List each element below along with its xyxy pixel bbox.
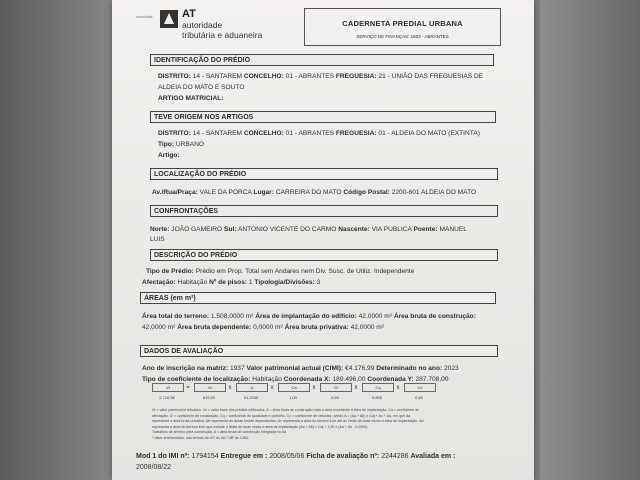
formula-label-text: A bbox=[250, 385, 254, 390]
formula-label-text: Ca bbox=[291, 385, 297, 390]
artigo-matricial: ARTIGO MATRICIAL: bbox=[158, 95, 224, 102]
localizacao-line: Av./Rua/Praça: VALE DA PORCA Lugar: CARREIRA DO MATO Código Postal: 2200-601 ALDEIA DO MATO bbox=[152, 189, 477, 196]
origem-tipo: Tipo: URBANO bbox=[158, 141, 205, 148]
formula-value-vt: 2.710,56 bbox=[159, 395, 175, 400]
formula-value-cq: 0,800 bbox=[371, 395, 382, 400]
formula-operator: x bbox=[396, 385, 400, 391]
fine-print-line: afectação, Cl = coeficiente de localização, Cq = coeficiente de qualidade e conforto, Cv = coeficiente de vetustez, sendo A = (Aa + Ab) x Caj + Ac + Ad, em que Aa bbox=[152, 413, 411, 418]
formula-label-text: Cq bbox=[375, 385, 381, 390]
section-localizacao: LOCALIZAÇÃO DO PRÉDIO bbox=[150, 168, 498, 180]
background-right bbox=[540, 0, 640, 480]
section-descricao: DESCRIÇÃO DO PRÉDIO bbox=[150, 249, 498, 261]
section-confrontacoes: CONFRONTAÇÕES bbox=[150, 205, 498, 217]
formula-operator: x bbox=[312, 385, 316, 391]
service-office: SERVIÇO DE FINANÇAS: 1503 - ABRANTES bbox=[356, 34, 449, 39]
formula-label-a bbox=[236, 383, 268, 392]
formula-label-text: Vc bbox=[207, 385, 213, 390]
header-box bbox=[304, 8, 501, 46]
formula-label-ca bbox=[278, 383, 310, 392]
background-left bbox=[0, 0, 118, 480]
logo-at: AT bbox=[182, 8, 196, 20]
fine-print-line: * Valor arredondado, nos termos do nº2 do Art.º 38º do CIMI. bbox=[152, 435, 249, 440]
document-title: CADERNETA PREDIAL URBANA bbox=[342, 19, 463, 28]
formula-operator: x bbox=[270, 385, 274, 391]
areas-line2: 42,0000 m² Área bruta dependente: 0,0000 m² Área bruta privativa: 42,0000 m² bbox=[142, 324, 384, 331]
section-identificacao: IDENTIFICAÇÃO DO PRÉDIO bbox=[150, 54, 494, 66]
descricao-afectacao: Afectação: Habitação Nº de pisos: 1 Tipologia/Divisões: 3 bbox=[142, 279, 321, 286]
logo-line2: tributária e aduaneira bbox=[182, 30, 263, 40]
formula-value-a: 91,3700 bbox=[243, 395, 259, 400]
formula-operator: = bbox=[186, 385, 190, 391]
formula-value-cv: 0,40 bbox=[415, 395, 423, 400]
formula-label-text: Cl bbox=[334, 385, 338, 390]
fine-print-line: Trabalhos de terreno para construção, A = área bruta de construção integrada no Ad. bbox=[152, 430, 288, 434]
section-areas: ÁREAS (em m²) bbox=[140, 292, 496, 304]
origem-line1: DISTRITO: 14 - SANTAREM CONCELHO: 01 - ABRANTES FREGUESIA: 01 - ALDEIA DO MATO (EXTINTA) bbox=[158, 130, 480, 137]
descricao-tipo: Tipo de Prédio: Prédio em Prop. Total sem Andares nem Div. Susc. de Utiliz. Independente bbox=[146, 268, 415, 275]
origem-artigo: Artigo: bbox=[158, 152, 180, 159]
document-page bbox=[112, 0, 534, 480]
avaliacao-line2: Tipo de coeficiente de localização: Habitação Coordenada X: 189.496,00 Coordenada Y: 287.708,00 bbox=[142, 376, 449, 383]
formula-label-text: Cv bbox=[417, 385, 423, 390]
formula-label-vc bbox=[194, 383, 226, 392]
areas-line1: Área total do terreno: 1.508,0000 m² Área de implantação do edifício: 42,0000 m² Área bruta de construção: bbox=[142, 313, 476, 320]
formula-value-ca: 1,00 bbox=[289, 395, 297, 400]
formula-label-vt bbox=[152, 383, 184, 392]
avaliacao-line1: Ano de inscrição na matriz: 1937 Valor patrimonial actual (CIMI): €4.176,99 Determinado no ano: 2023 bbox=[142, 365, 459, 372]
identificacao-line2: ALDEIA DO MATO E SOUTO bbox=[158, 84, 245, 91]
footer-line1: Mod 1 do IMI nº: 1794154 Entregue em : 2008/05/06 Ficha de avaliação nº: 2244286 Avaliada em : bbox=[136, 453, 456, 460]
formula-label-cv bbox=[404, 383, 436, 392]
formula-label-cl bbox=[320, 383, 352, 392]
corner-mark: autoridade bbox=[136, 15, 153, 19]
fine-print-line: representa a área do terreno livre que excede o limite de duas vezes a área de implantação (Aa + Ab) x Caj = 1,00 x (Aa + Ab - 0,0000). bbox=[152, 424, 369, 429]
fine-print-line: Vt = valor patrimonial tributário, Vc = valor base dos prédios edificados, A = área bruta de construção mais a área excedente à área de implantação, Ca = coeficiente de bbox=[152, 408, 420, 412]
formula-label-cq bbox=[362, 383, 394, 392]
confrontacoes-line2: LUIS bbox=[150, 236, 165, 243]
fine-print-line: representa a área bruta privativa, Ab representa as áreas brutas dependentes, Ac representa a área do terreno livre até ao limite de duas vezes a área de implantação, Ad bbox=[152, 419, 424, 423]
section-origem: TEVE ORIGEM NOS ARTIGOS bbox=[150, 111, 496, 123]
section-avaliacao: DADOS DE AVALIAÇÃO bbox=[140, 345, 498, 357]
logo-line1: autoridade bbox=[182, 20, 223, 30]
formula-value-vc: 615,00 bbox=[202, 395, 216, 400]
formula-operator: x bbox=[354, 385, 358, 391]
formula-label-text: Vt bbox=[166, 385, 170, 390]
formula-operator: x bbox=[228, 385, 232, 391]
formula-value-cl: 0,50 bbox=[331, 395, 339, 400]
at-logo-icon bbox=[160, 10, 178, 28]
footer-date: 2008/08/22 bbox=[136, 464, 172, 471]
identificacao-line1: DISTRITO: 14 - SANTAREM CONCELHO: 01 - ABRANTES FREGUESIA: 21 - UNIÃO DAS FREGUESIAS DE bbox=[158, 73, 484, 80]
confrontacoes-line1: Norte: JOÃO GAMEIRO Sul: ANTONIO VICENTE DO CARMO Nascente: VIA PUBLICA Poente: MANUEL bbox=[150, 226, 467, 233]
